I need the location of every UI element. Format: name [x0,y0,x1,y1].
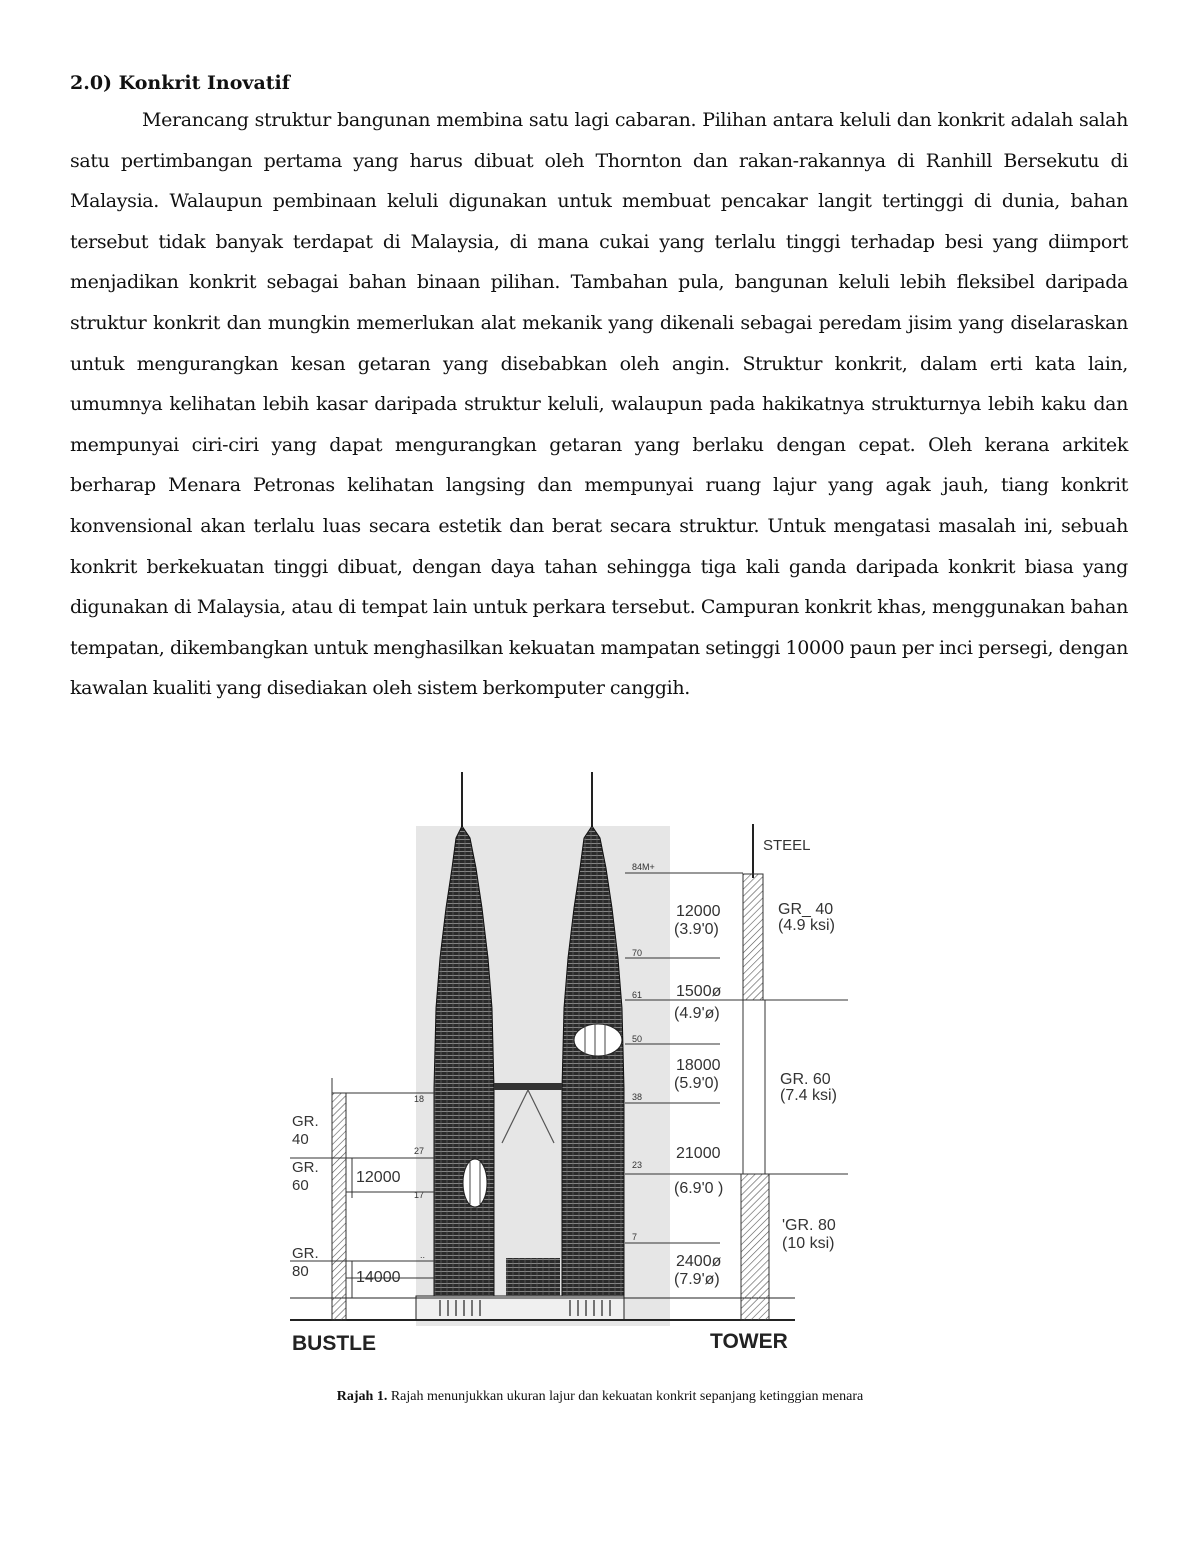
tower-diagram [270,768,910,1368]
steel-label: STEEL [763,837,811,854]
bustle-grade: 40 [292,1131,309,1148]
bustle-grade: GR. [292,1113,319,1130]
floor-label: 23 [632,1160,643,1170]
floor-label: 50 [632,1034,643,1044]
grade-ksi: (4.9 ksi) [778,917,835,934]
grade-label: 'GR. 80 [782,1217,836,1234]
bustle-label: BUSTLE [292,1332,376,1355]
column-dia: (6.9'0 ) [674,1180,724,1197]
floor-label: 7 [632,1232,638,1242]
bustle-grade: 60 [292,1177,309,1194]
tower-label: TOWER [710,1330,788,1353]
bustle-column-size: 12000 [356,1169,401,1186]
grade-label: GR. 60 [780,1071,831,1088]
bustle-grade: GR. [292,1245,319,1262]
column-size: 18000 [676,1057,721,1074]
caption-bold: Rajah 1. [336,1389,388,1404]
column-dia: (5.9'0) [674,1075,719,1092]
grade-ksi: (10 ksi) [782,1235,835,1252]
floor-label: 70 [632,948,643,958]
floor-label: 38 [632,1092,643,1102]
bustle-floor: .. [420,1250,426,1260]
bustle-column-size: 14000 [356,1269,401,1286]
column-size: 1500ø [676,983,722,1000]
grade-label: GR_ 40 [778,901,834,918]
column-dia: (7.9'ø) [674,1271,720,1288]
column-dia: (4.9'ø) [674,1005,720,1022]
section-heading: 2.0) Konkrit Inovatif [70,72,290,94]
caption-text: Rajah menunjukkan ukuran lajur dan kekuatan konkrit sepanjang ketinggian menara [387,1389,864,1404]
bustle-floor: 18 [414,1094,425,1104]
column-dia: (3.9'0) [674,921,719,938]
column-size: 12000 [676,903,721,920]
bustle-floor: 27 [414,1146,425,1156]
figure-caption [0,1389,1200,1405]
floor-label: 61 [632,990,643,1000]
grade-ksi: (7.4 ksi) [780,1087,837,1104]
column-size: 2400ø [676,1253,722,1270]
bustle-floor: 17 [414,1190,425,1200]
floor-84-label: 84M+ [632,862,655,872]
bustle-grade: GR. [292,1159,319,1176]
bustle-grade: 80 [292,1263,309,1280]
column-size: 21000 [676,1145,721,1162]
body-paragraph: Merancang struktur bangunan membina satu lagi cabaran. Pilihan antara keluli dan konkrit adalah salah satu pertimbangan pertama yang harus dibuat oleh Thornton dan rakan-rakannya di Ranhill Bersekutu di Malaysia. Walaupun pembinaan keluli digunakan untuk membuat pencakar langit tertinggi di dunia, bahan tersebut tidak banyak terdapat di Malaysia, di mana cukai yang terlalu tinggi terhadap besi yang diimport menjadikan konkrit sebagai bahan binaan pilihan. Tambahan pula, bangunan keluli lebih fleksibel daripada struktur konkrit dan mungkin memerlukan alat mekanik yang dikenali sebagai peredam jisim yang diselaraskan untuk mengurangkan kesan getaran yang disebabkan oleh angin. Struktur konkrit, dalam erti kata lain, umumnya kelihatan lebih kasar daripada struktur keluli, walaupun pada hakikatnya strukturnya lebih kaku dan mempunyai ciri-ciri yang dapat mengurangkan getaran yang berlaku dengan cepat. Oleh kerana arkitek berharap Menara Petronas kelihatan langsing dan mempunyai ruang lajur yang agak jauh, tiang konkrit konvensional akan terlalu luas secara estetik dan berat secara struktur. Untuk mengatasi masalah ini, sebuah konkrit berkekuatan tinggi dibuat, dengan daya tahan sehingga tiga kali ganda daripada konkrit biasa yang digunakan di Malaysia, atau di tempat lain untuk perkara tersebut. Campuran konkrit khas, menggunakan bahan tempatan, dikembangkan untuk menghasilkan kekuatan mampatan setinggi 10000 paun per inci persegi, dengan kawalan kualiti yang disediakan oleh sistem berkomputer canggih. [70,109,1128,700]
